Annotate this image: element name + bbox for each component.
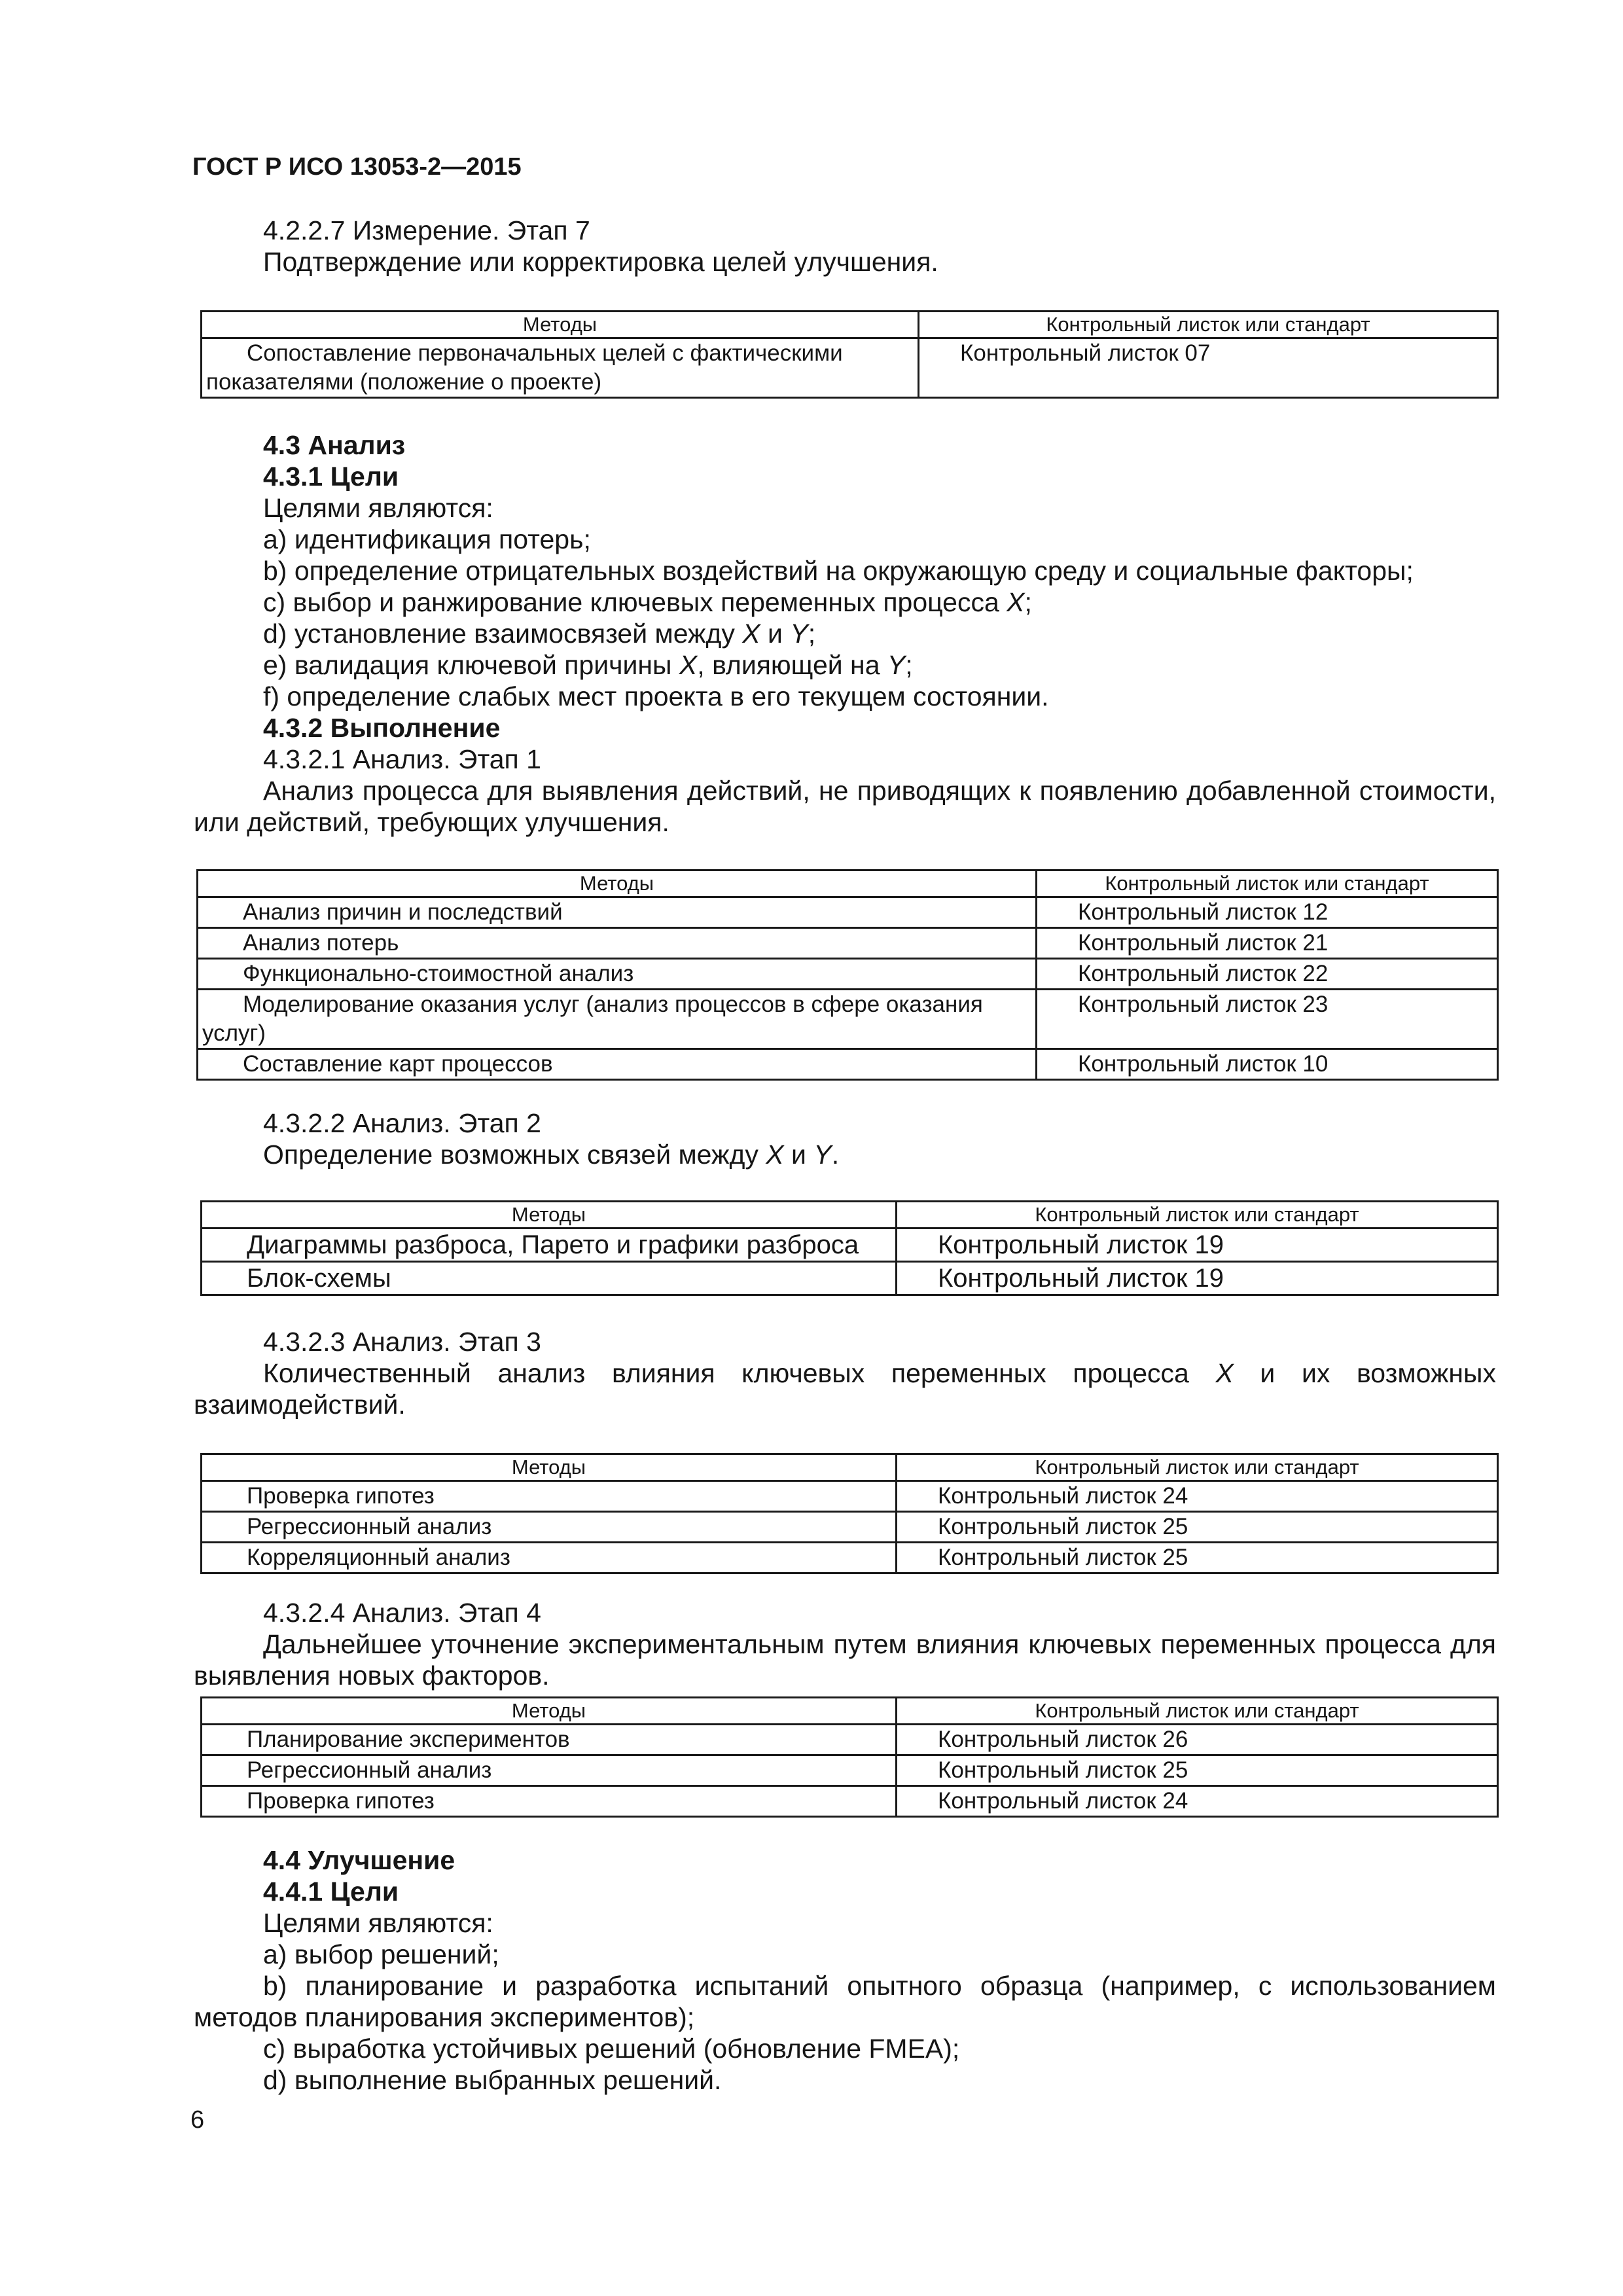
col-methods: Методы	[202, 1454, 897, 1481]
section-title: 4.2.2.7 Измерение. Этап 7	[263, 215, 590, 245]
standard-cell: Контрольный листок 25	[897, 1543, 1498, 1573]
table-row	[202, 1512, 1498, 1543]
col-standard: Контрольный листок или стандарт	[897, 1454, 1498, 1481]
methods-table-analysis-3	[200, 1453, 1499, 1574]
col-methods: Методы	[202, 312, 919, 338]
goals-intro: Целями являются:	[263, 1908, 493, 1938]
list-item: b) планирование и разработка испытаний опытного образца (например, с использованием методов планирования экспериментов);	[194, 1971, 1496, 2032]
method-cell: Блок-схемы	[202, 1262, 897, 1295]
document-header: ГОСТ Р ИСО 13053-2—2015	[192, 153, 522, 181]
list-item: d) выполнение выбранных решений.	[263, 2065, 722, 2095]
col-methods: Методы	[202, 1698, 897, 1725]
subsection-title: 4.3.2 Выполнение	[263, 713, 501, 743]
list-item: a) идентификация потерь;	[263, 524, 591, 554]
methods-table-analysis-4	[200, 1696, 1499, 1818]
list-item: b) определение отрицательных воздействий на окружающую среду и социальные факторы;	[263, 556, 1414, 586]
section-title: 4.3 Анализ	[263, 430, 406, 460]
table-row	[202, 1786, 1498, 1817]
goals-intro: Целями являются:	[263, 493, 493, 523]
method-cell: Моделирование оказания услуг (анализ процессов в сфере оказания услуг)	[198, 990, 1037, 1049]
method-cell: Корреляционный анализ	[202, 1543, 897, 1573]
method-cell: Сопоставление первоначальных целей с фактическими показателями (положение о проекте)	[202, 338, 919, 398]
standard-cell: Контрольный листок 24	[897, 1786, 1498, 1817]
table-row	[198, 959, 1498, 990]
col-standard: Контрольный листок или стандарт	[919, 312, 1498, 338]
table-row	[202, 1543, 1498, 1573]
method-cell: Проверка гипотез	[202, 1481, 897, 1512]
standard-cell: Контрольный листок 21	[1037, 928, 1498, 959]
subsection-title: 4.3.1 Цели	[263, 461, 399, 492]
col-methods: Методы	[202, 1202, 897, 1229]
method-cell: Регрессионный анализ	[202, 1755, 897, 1786]
page-number: 6	[190, 2106, 205, 2134]
section-title: 4.4 Улучшение	[263, 1845, 455, 1875]
step-text: Дальнейшее уточнение экспериментальным путем влияния ключевых переменных процесса для выявления новых факторов.	[194, 1629, 1496, 1691]
step-title: 4.3.2.2 Анализ. Этап 2	[263, 1108, 541, 1138]
table-row	[198, 897, 1498, 928]
step-3	[194, 1326, 1496, 1420]
table-row	[198, 1049, 1498, 1080]
step-title: 4.3.2.3 Анализ. Этап 3	[263, 1327, 541, 1357]
standard-cell: Контрольный листок 25	[897, 1755, 1498, 1786]
col-methods: Методы	[198, 870, 1037, 897]
standard-cell: Контрольный листок 22	[1037, 959, 1498, 990]
table-row	[202, 1481, 1498, 1512]
standard-cell: Контрольный листок 19	[897, 1262, 1498, 1295]
step-text: Анализ процесса для выявления действий, не приводящих к появлению добавленной стоимости, или действий, требующих улучшения.	[194, 776, 1496, 837]
standard-cell: Контрольный листок 24	[897, 1481, 1498, 1512]
table-row	[202, 1229, 1498, 1262]
col-standard: Контрольный листок или стандарт	[897, 1202, 1498, 1229]
section-43	[194, 429, 1496, 838]
list-item: f) определение слабых мест проекта в его текущем состоянии.	[263, 681, 1049, 711]
step-4	[194, 1597, 1496, 1691]
method-cell: Функционально-стоимостной анализ	[198, 959, 1037, 990]
methods-table-analysis-1	[196, 869, 1499, 1081]
methods-table-analysis-2	[200, 1200, 1499, 1296]
table-row	[198, 928, 1498, 959]
table-row	[202, 338, 1498, 398]
table-row	[202, 1725, 1498, 1755]
method-cell: Анализ потерь	[198, 928, 1037, 959]
method-cell: Проверка гипотез	[202, 1786, 897, 1817]
table-row	[202, 1262, 1498, 1295]
method-cell: Анализ причин и последствий	[198, 897, 1037, 928]
table-row	[198, 990, 1498, 1049]
list-item: d) установление взаимосвязей между X и Y;	[263, 619, 816, 649]
standard-cell: Контрольный листок 23	[1037, 990, 1498, 1049]
list-item: a) выбор решений;	[263, 1939, 499, 1969]
step-2	[194, 1107, 1496, 1170]
standard-cell: Контрольный листок 10	[1037, 1049, 1498, 1080]
standard-cell: Контрольный листок 26	[897, 1725, 1498, 1755]
step-text: Определение возможных связей между X и Y.	[263, 1139, 840, 1170]
step-text: Количественный анализ влияния ключевых переменных процесса X и их возможных взаимодействий.	[194, 1358, 1497, 1420]
standard-cell: Контрольный листок 12	[1037, 897, 1498, 928]
methods-table-measure-7	[200, 310, 1499, 399]
list-item: e) валидация ключевой причины X, влияющей на Y;	[263, 650, 913, 680]
subsection-title: 4.4.1 Цели	[263, 1876, 399, 1907]
col-standard: Контрольный листок или стандарт	[1037, 870, 1498, 897]
method-cell: Составление карт процессов	[198, 1049, 1037, 1080]
section-text: Подтверждение или корректировка целей улучшения.	[263, 247, 938, 277]
method-cell: Регрессионный анализ	[202, 1512, 897, 1543]
standard-cell: Контрольный листок 25	[897, 1512, 1498, 1543]
method-cell: Планирование экспериментов	[202, 1725, 897, 1755]
step-title: 4.3.2.4 Анализ. Этап 4	[263, 1598, 541, 1628]
section-4227	[194, 215, 1496, 278]
step-title: 4.3.2.1 Анализ. Этап 1	[263, 744, 541, 774]
method-cell: Диаграммы разброса, Парето и графики разброса	[202, 1229, 897, 1262]
standard-cell: Контрольный листок 19	[897, 1229, 1498, 1262]
standard-cell: Контрольный листок 07	[919, 338, 1498, 398]
table-row	[202, 1755, 1498, 1786]
col-standard: Контрольный листок или стандарт	[897, 1698, 1498, 1725]
list-item: c) выработка устойчивых решений (обновление FMEA);	[263, 2034, 960, 2064]
section-44	[194, 1844, 1496, 2096]
list-item: c) выбор и ранжирование ключевых переменных процесса X;	[263, 587, 1032, 617]
